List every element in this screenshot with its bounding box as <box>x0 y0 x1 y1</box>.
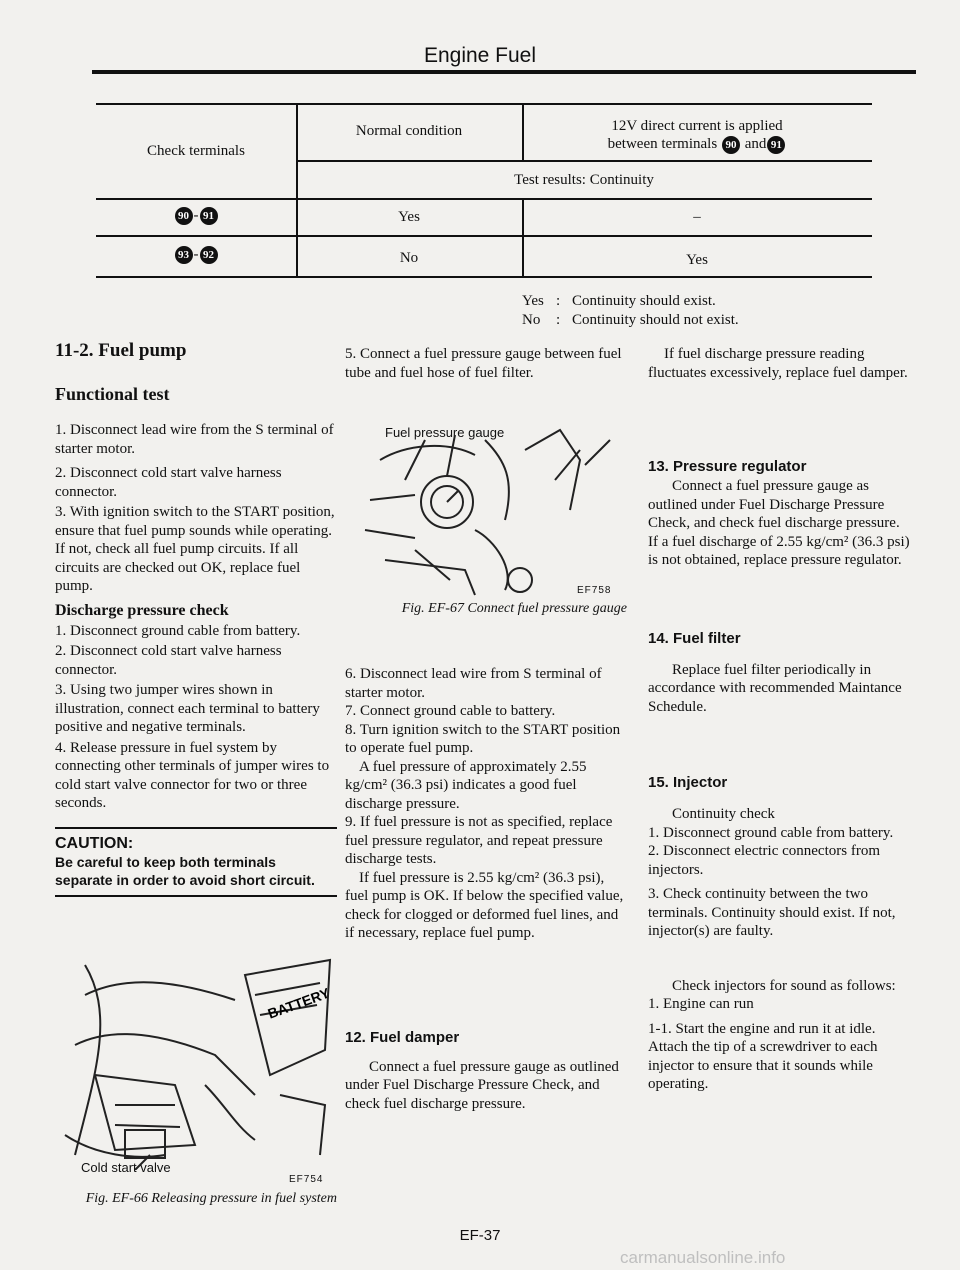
filter-title: 14. Fuel filter <box>648 629 741 647</box>
page-header: Engine Fuel <box>423 44 537 67</box>
figure-label: Cold start valve <box>81 1160 171 1175</box>
injector-step: 3. Check continuity between the two terminals. Continuity should exist. If not, injector(s) are faulty. <box>648 886 896 939</box>
sound-step: 1. Engine can run <box>648 996 754 1012</box>
middle-column-steps <box>345 665 627 1113</box>
page-number: EF-37 <box>459 1227 501 1244</box>
regulator-text: Connect a fuel pressure gauge as outlined under Fuel Discharge Pressure Check, and check fuel discharge pressure. If a fuel discharge of 2.55 kg/cm² (36.3 psi) is not obtained, replace pressure regulator. <box>648 478 910 568</box>
table-cell-normal-0: Yes <box>398 209 420 225</box>
ft-step: 2. Disconnect cold start valve harness connector. <box>55 465 282 500</box>
figure-code: EF758 <box>577 585 612 596</box>
table-header-applied: 12V direct current is applied between terminals 90 and 91 <box>522 117 872 154</box>
gauge-illustration <box>355 420 627 600</box>
figure-releasing-pressure <box>55 955 337 1220</box>
header-rule <box>92 70 916 74</box>
table-legend: Yes : Continuity should exist. No : Continuity should not exist. <box>522 293 739 328</box>
table-cell-normal-1: No <box>399 250 419 266</box>
figure-fuel-pressure-gauge <box>355 420 627 625</box>
mid-step: 9. If fuel pressure is not as specified, replace fuel pressure regulator, and repeat pressure discharge tests. <box>345 814 613 867</box>
left-column <box>55 340 337 897</box>
right-column <box>648 345 910 1094</box>
mid-step: 8. Turn ignition switch to the START position to operate fuel pump. <box>345 721 621 756</box>
figure-caption: Fig. EF-67 Connect fuel pressure gauge <box>401 601 627 616</box>
injector-step: 1. Disconnect ground cable from battery. <box>648 824 894 841</box>
table-header-check-terminals: Check terminals <box>147 143 245 159</box>
table-row: 90 - 91 <box>96 207 296 225</box>
section-title: 11-2. Fuel pump <box>55 340 187 361</box>
caution-title: CAUTION: <box>55 834 134 852</box>
injector-step: 2. Disconnect electric connectors from injectors. <box>648 843 880 878</box>
dp-step: 3. Using two jumper wires shown in illustration, connect each terminal to battery positive and negative terminals. <box>55 682 320 735</box>
battery-label: BATTERY <box>265 984 332 1022</box>
step-5: 5. Connect a fuel pressure gauge between fuel tube and fuel hose of fuel filter. <box>345 346 622 381</box>
table-test-results: Test results: Continuity <box>514 172 654 188</box>
table-row: 93 - 92 <box>96 246 296 264</box>
table-cell-applied-1: Yes <box>686 252 708 268</box>
ft-step: 3. With ignition switch to the START position, ensure that fuel pump sounds while operating. If not, check all fuel pump circuits. If all circuits are checked out OK, replace fuel pump. <box>55 504 335 594</box>
filter-text: Replace fuel filter periodically in accordance with recommended Maintance Schedule. <box>648 661 902 715</box>
watermark: carmanualsonline.info <box>620 1248 786 1267</box>
sound-step: 1-1. Start the engine and run it at idle. Attach the tip of a screwdriver to each injector to ensure that it sounds while operating. <box>648 1020 878 1092</box>
mid-para: A fuel pressure of approximately 2.55 kg/cm² (36.3 psi) indicates a good fuel discharge pressure. <box>345 758 587 812</box>
engine-bay-illustration <box>55 955 337 1170</box>
injector-sub: Continuity check <box>672 806 775 822</box>
regulator-title: 13. Pressure regulator <box>648 458 807 475</box>
ft-step: 1. Disconnect lead wire from the S terminal of starter motor. <box>55 422 334 457</box>
figure-code: EF754 <box>289 1174 324 1185</box>
subsection-title: Functional test <box>55 384 170 404</box>
mid-step: 7. Connect ground cable to battery. <box>345 703 556 719</box>
terminal-90-icon: 90 <box>722 136 740 154</box>
damper-text: Connect a fuel pressure gauge as outlined under Fuel Discharge Pressure Check, and check fuel discharge pressure. <box>345 1058 619 1112</box>
injector-title: 15. Injector <box>648 774 728 791</box>
discharge-title: Discharge pressure check <box>55 601 229 619</box>
damper-continued: If fuel discharge pressure reading fluctuates excessively, replace fuel damper. <box>648 346 908 381</box>
damper-title: 12. Fuel damper <box>345 1028 460 1046</box>
middle-column <box>345 345 627 382</box>
table-header-normal: Normal condition <box>355 123 463 139</box>
mid-para: If fuel pressure is 2.55 kg/cm² (36.3 psi), fuel pump is OK. If below the specified value, check for clogged or deformed fuel lines, and if necessary, replace fuel pump. <box>345 869 624 941</box>
mid-step: 6. Disconnect lead wire from S terminal of starter motor. <box>345 666 602 701</box>
figure-label: Fuel pressure gauge <box>385 425 505 440</box>
dp-step: 1. Disconnect ground cable from battery. <box>55 622 301 639</box>
dp-step: 4. Release pressure in fuel system by connecting other terminals of jumper wires to cold start valve connector for two or three seconds. <box>55 739 330 811</box>
dp-step: 2. Disconnect cold start valve harness connector. <box>55 643 282 678</box>
table-cell-applied-0: – <box>693 209 701 225</box>
terminal-91-icon: 91 <box>767 136 785 154</box>
sound-intro: Check injectors for sound as follows: <box>672 977 896 994</box>
figure-caption: Fig. EF-66 Releasing pressure in fuel system <box>85 1191 337 1206</box>
caution-text: Be careful to keep both terminals separate in order to avoid short circuit. <box>55 853 315 888</box>
